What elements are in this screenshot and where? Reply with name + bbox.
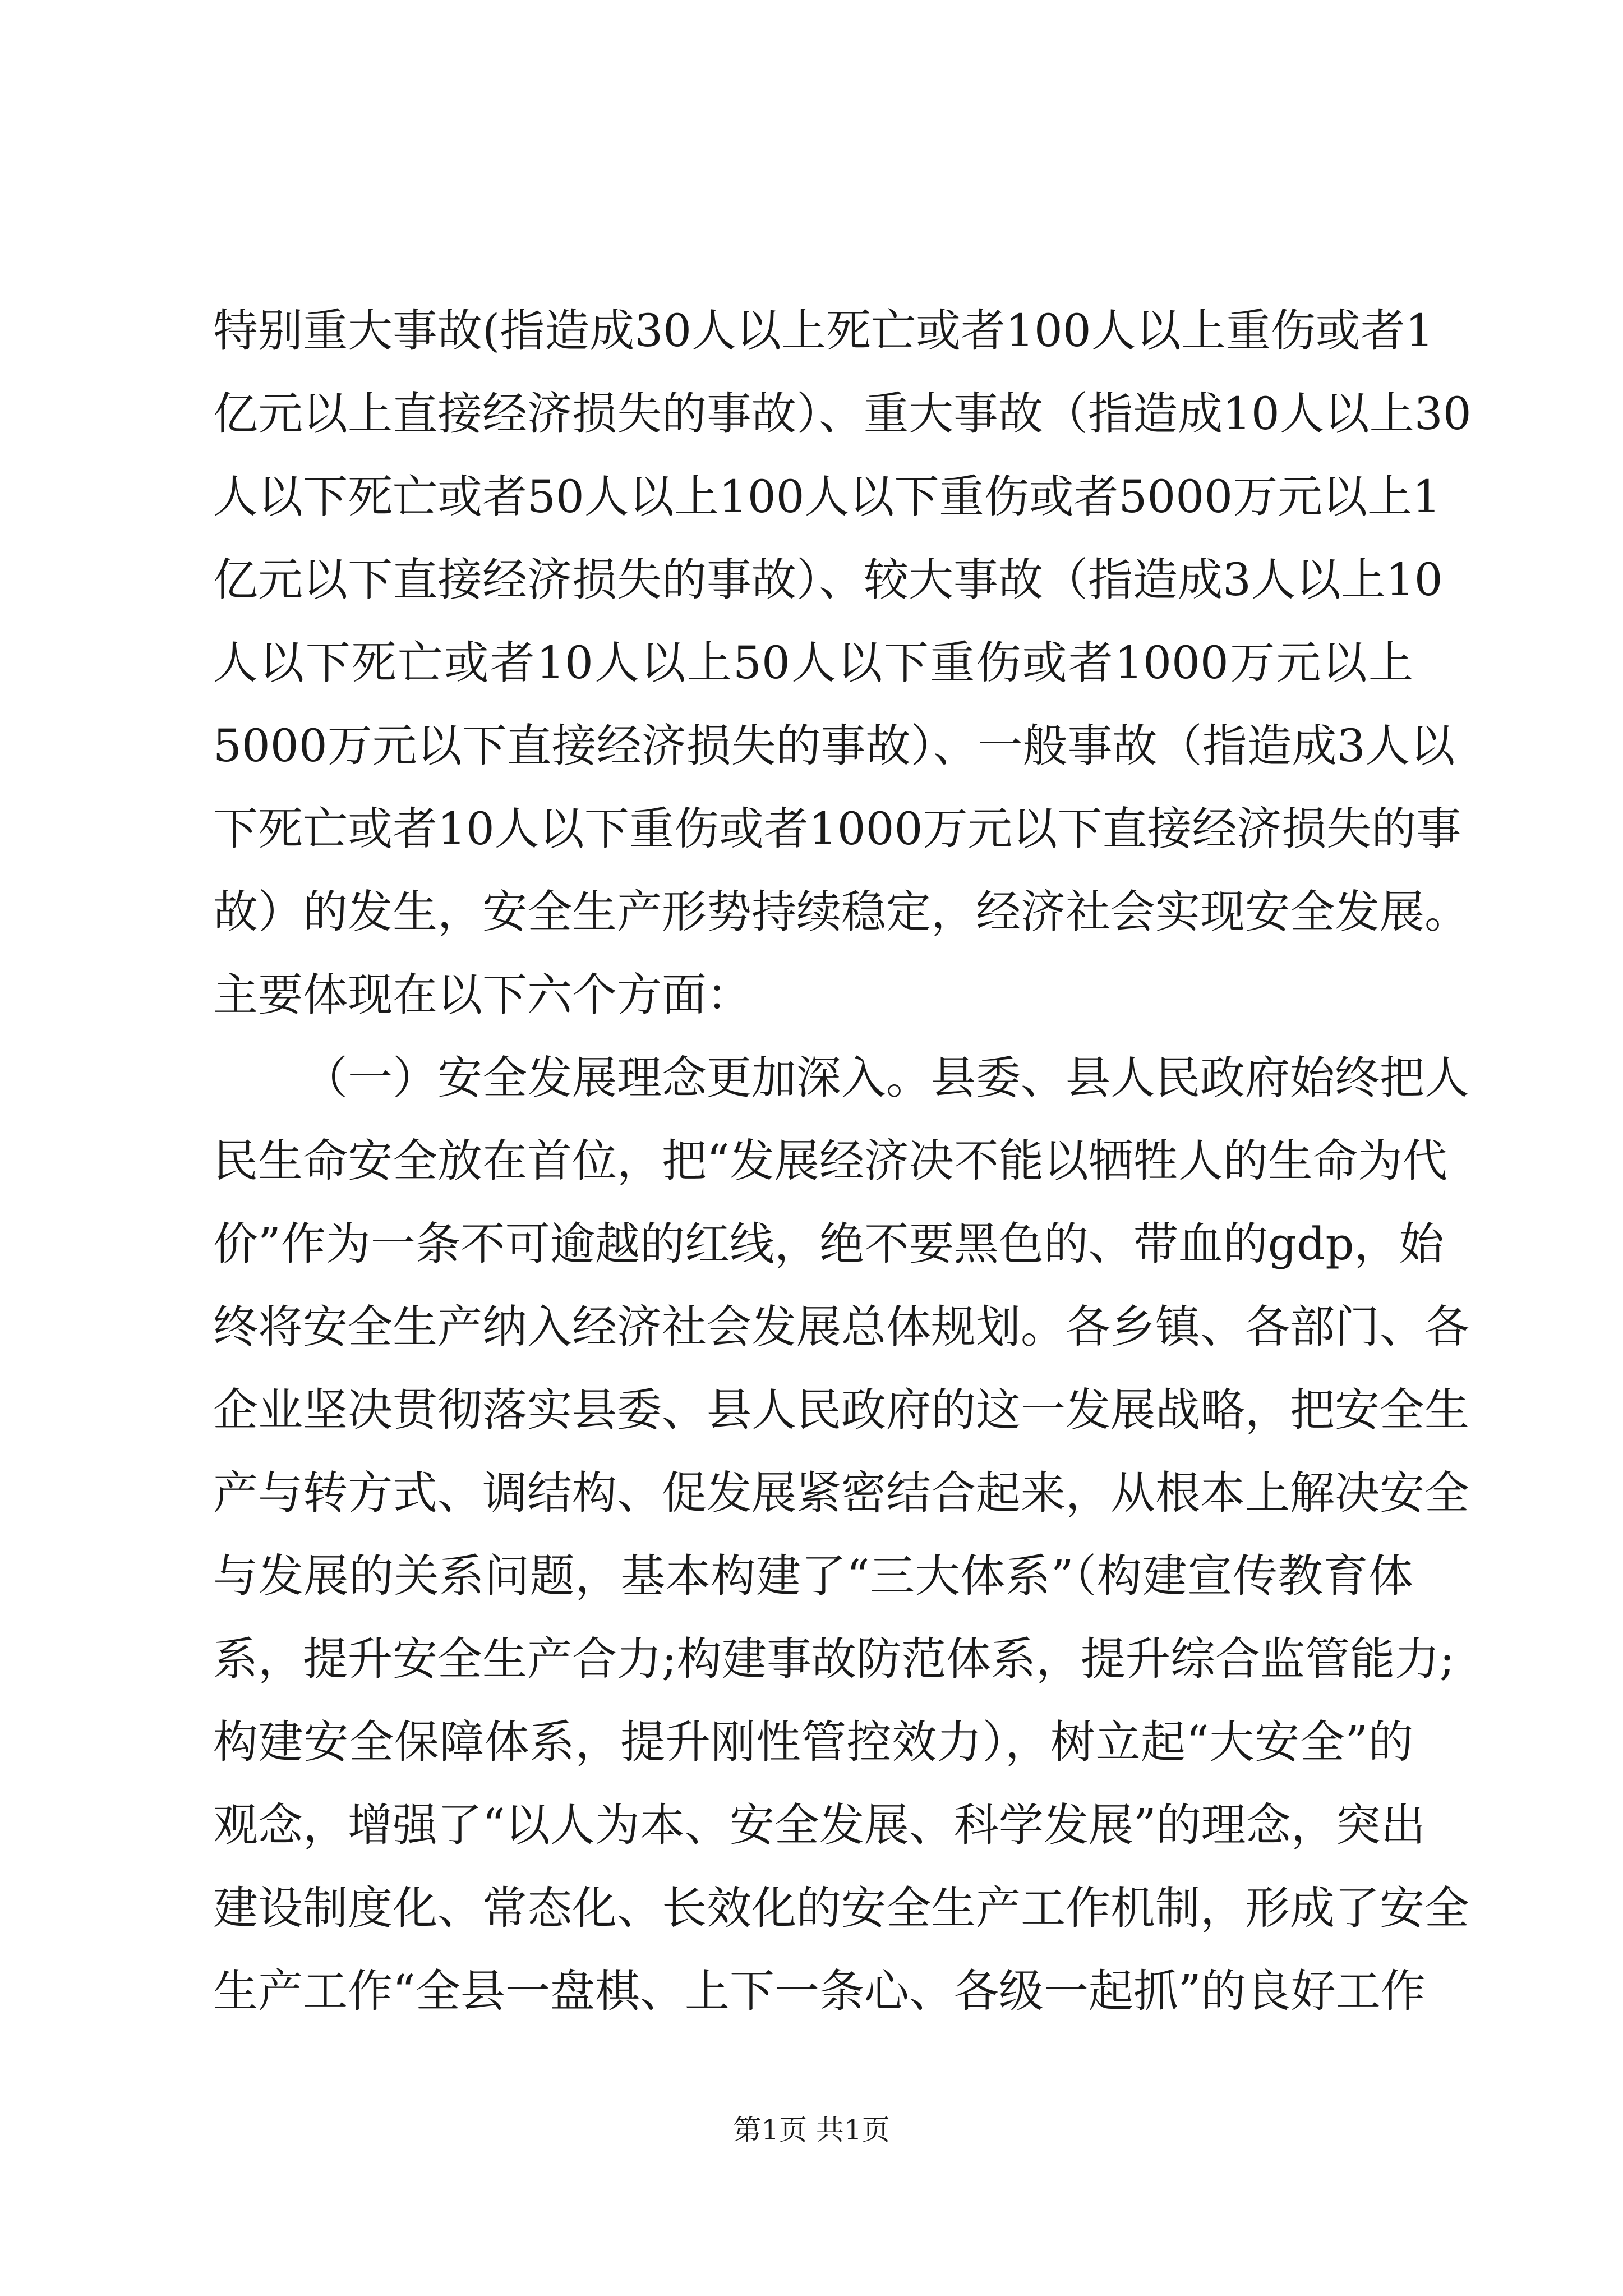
text-line: 故）的发生，安全生产形势持续稳定，经济社会实现安全发展。 <box>213 886 1469 938</box>
text-line: 下死亡或者10人以下重伤或者1000万元以下直接经济损失的事 <box>213 803 1461 855</box>
text-line: 特别重大事故(指造成30人以上死亡或者100人以上重伤或者1 <box>213 305 1434 357</box>
text-line: 亿元以上直接经济损失的事故）、重大事故（指造成10人以上30 <box>213 388 1472 440</box>
text-line: 系，提升安全生产合力;构建事故防范体系，提升综合监管能力; <box>213 1633 1455 1685</box>
paragraph-first-line: （一）安全发展理念更加深入。县委、县人民政府始终把人 <box>303 1052 1469 1104</box>
text-line: 企业坚决贯彻落实县委、县人民政府的这一发展战略，把安全生 <box>213 1384 1469 1436</box>
text-line: 5000万元以下直接经济损失的事故）、一般事故（指造成3人以 <box>213 720 1455 772</box>
text-line: 终将安全生产纳入经济社会发展总体规划。各乡镇、各部门、各 <box>213 1301 1469 1353</box>
text-line: 价”作为一条不可逾越的红线，绝不要黑色的、带血的gdp，始 <box>213 1218 1444 1270</box>
text-line: 人以下死亡或者50人以上100人以下重伤或者5000万元以上1 <box>213 471 1441 523</box>
text-line: 主要体现在以下六个方面： <box>213 969 751 1021</box>
text-line: 生产工作“全县一盘棋、上下一条心、各级一起抓”的良好工作 <box>213 1965 1426 2017</box>
text-line: 民生命安全放在首位，把“发展经济决不能以牺牲人的生命为代 <box>213 1135 1447 1187</box>
text-line: 与发展的关系问题，基本构建了“三大体系”（构建宣传教育体 <box>213 1550 1413 1602</box>
text-line: 建设制度化、常态化、长效化的安全生产工作机制，形成了安全 <box>213 1882 1469 1934</box>
page-number-footer: 第1页 共1页 <box>733 2114 890 2146</box>
text-line: 观念，增强了“以人为本、安全发展、科学发展”的理念，突出 <box>213 1799 1426 1851</box>
text-line: 产与转方式、调结构、促发展紧密结合起来，从根本上解决安全 <box>213 1467 1469 1519</box>
text-line: 人以下死亡或者10人以上50人以下重伤或者1000万元以上 <box>213 637 1413 689</box>
text-line: 亿元以下直接经济损失的事故）、较大事故（指造成3人以上10 <box>213 554 1443 606</box>
text-line: 构建安全保障体系，提升刚性管控效力），树立起“大安全”的 <box>213 1716 1413 1768</box>
